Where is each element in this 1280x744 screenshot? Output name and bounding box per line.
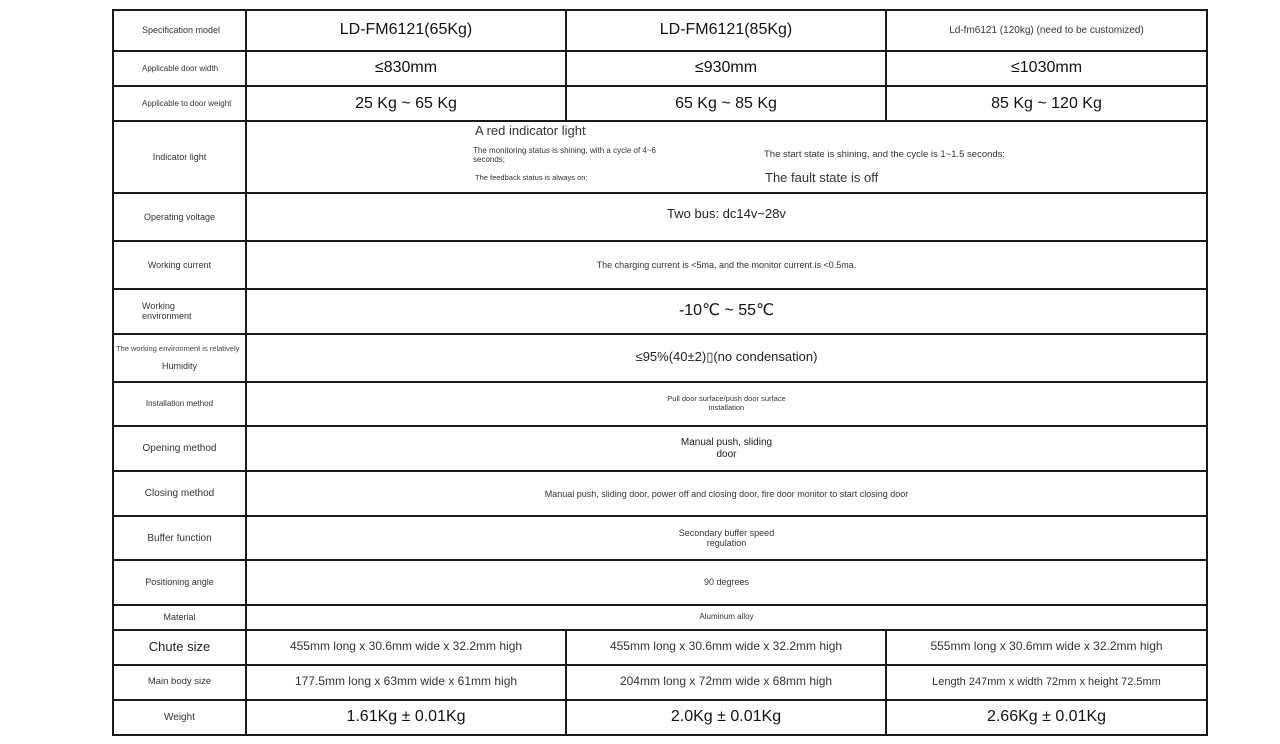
indicator-fault: The fault state is off bbox=[765, 170, 879, 186]
humidity-value: ≤95%(40±2)▯(no condensation) bbox=[246, 334, 1207, 382]
label-material: Material bbox=[113, 605, 246, 630]
main-body-size-value: 177.5mm long x 63mm wide x 61mm high bbox=[246, 665, 566, 700]
indicator-start: The start state is shining, and the cycle is 1~1.5 seconds; bbox=[764, 149, 1006, 161]
door-weight-value: 65 Kg ~ 85 Kg bbox=[566, 86, 886, 121]
label-humidity bbox=[113, 334, 246, 382]
row-installation-method bbox=[113, 382, 1207, 426]
row-indicator-light bbox=[113, 121, 1207, 193]
label-installation-method: Installation method bbox=[113, 382, 246, 426]
row-closing-method bbox=[113, 471, 1207, 516]
row-material bbox=[113, 605, 1207, 630]
row-working-current bbox=[113, 241, 1207, 289]
row-door-weight bbox=[113, 86, 1207, 121]
main-body-size-value: 204mm long x 72mm wide x 68mm high bbox=[566, 665, 886, 700]
indicator-light-description bbox=[246, 121, 1207, 193]
indicator-title: A red indicator light bbox=[475, 123, 586, 139]
model-85kg: LD-FM6121(85Kg) bbox=[566, 10, 886, 51]
working-current-value: The charging current is <5ma, and the monitor current is <0.5ma. bbox=[246, 241, 1207, 289]
row-specification-model bbox=[113, 10, 1207, 51]
row-working-environment bbox=[113, 289, 1207, 334]
weight-value: 2.0Kg ± 0.01Kg bbox=[566, 700, 886, 735]
material-value: Aluminum alloy bbox=[246, 605, 1207, 630]
chute-size-value: 555mm long x 30.6mm wide x 32.2mm high bbox=[886, 630, 1207, 665]
model-65kg: LD-FM6121(65Kg) bbox=[246, 10, 566, 51]
chute-size-value: 455mm long x 30.6mm wide x 32.2mm high bbox=[566, 630, 886, 665]
door-width-value: ≤1030mm bbox=[886, 51, 1207, 86]
label-closing-method: Closing method bbox=[113, 471, 246, 516]
door-weight-value: 25 Kg ~ 65 Kg bbox=[246, 86, 566, 121]
row-chute-size bbox=[113, 630, 1207, 665]
label-working-environment: Working environment bbox=[113, 289, 246, 334]
label-specification-model: Specification model bbox=[113, 10, 246, 51]
positioning-angle-value: 90 degrees bbox=[246, 560, 1207, 604]
label-positioning-angle: Positioning angle bbox=[113, 560, 246, 604]
main-body-size-value: Length 247mm x width 72mm x height 72.5mm bbox=[886, 665, 1207, 700]
row-positioning-angle bbox=[113, 560, 1207, 604]
label-door-weight: Applicable to door weight bbox=[113, 86, 246, 121]
label-working-current: Working current bbox=[113, 241, 246, 289]
label-buffer-function: Buffer function bbox=[113, 516, 246, 560]
weight-value: 2.66Kg ± 0.01Kg bbox=[886, 700, 1207, 735]
label-weight: Weight bbox=[113, 700, 246, 735]
row-weight bbox=[113, 700, 1207, 735]
label-humidity-main: Humidity bbox=[161, 360, 197, 371]
chute-size-value: 455mm long x 30.6mm wide x 32.2mm high bbox=[246, 630, 566, 665]
door-weight-value: 85 Kg ~ 120 Kg bbox=[886, 86, 1207, 121]
row-door-width bbox=[113, 51, 1207, 86]
weight-value: 1.61Kg ± 0.01Kg bbox=[246, 700, 566, 735]
label-door-width: Applicable door width bbox=[113, 51, 246, 86]
row-humidity bbox=[113, 334, 1207, 382]
specification-table bbox=[112, 9, 1208, 736]
label-main-body-size: Main body size bbox=[113, 665, 246, 700]
operating-voltage-value: Two bus: dc14v~28v bbox=[246, 193, 1207, 240]
label-indicator-light: Indicator light bbox=[113, 121, 246, 193]
row-main-body-size bbox=[113, 665, 1207, 700]
buffer-function-value: Secondary buffer speed regulation bbox=[246, 516, 1207, 560]
label-chute-size: Chute size bbox=[113, 630, 246, 665]
model-120kg: Ld-fm6121 (120kg) (need to be customized) bbox=[886, 10, 1207, 51]
row-buffer-function bbox=[113, 516, 1207, 560]
installation-method-value: Pull door surface/push door surface installation bbox=[246, 382, 1207, 426]
indicator-feedback: The feedback status is always on; bbox=[475, 173, 588, 183]
working-environment-value: -10℃ ~ 55℃ bbox=[246, 289, 1207, 334]
door-width-value: ≤830mm bbox=[246, 51, 566, 86]
label-humidity-prefix: The working environment is relatively bbox=[116, 343, 240, 353]
closing-method-value: Manual push, sliding door, power off and closing door, fire door monitor to start closing door bbox=[246, 471, 1207, 516]
label-operating-voltage: Operating voltage bbox=[113, 193, 246, 240]
label-opening-method: Opening method bbox=[113, 426, 246, 471]
door-width-value: ≤930mm bbox=[566, 51, 886, 86]
row-opening-method bbox=[113, 426, 1207, 471]
row-operating-voltage bbox=[113, 193, 1207, 240]
indicator-monitoring: The monitoring status is shining, with a cycle of 4~6 seconds; bbox=[473, 146, 656, 165]
opening-method-value: Manual push, sliding door bbox=[246, 426, 1207, 471]
